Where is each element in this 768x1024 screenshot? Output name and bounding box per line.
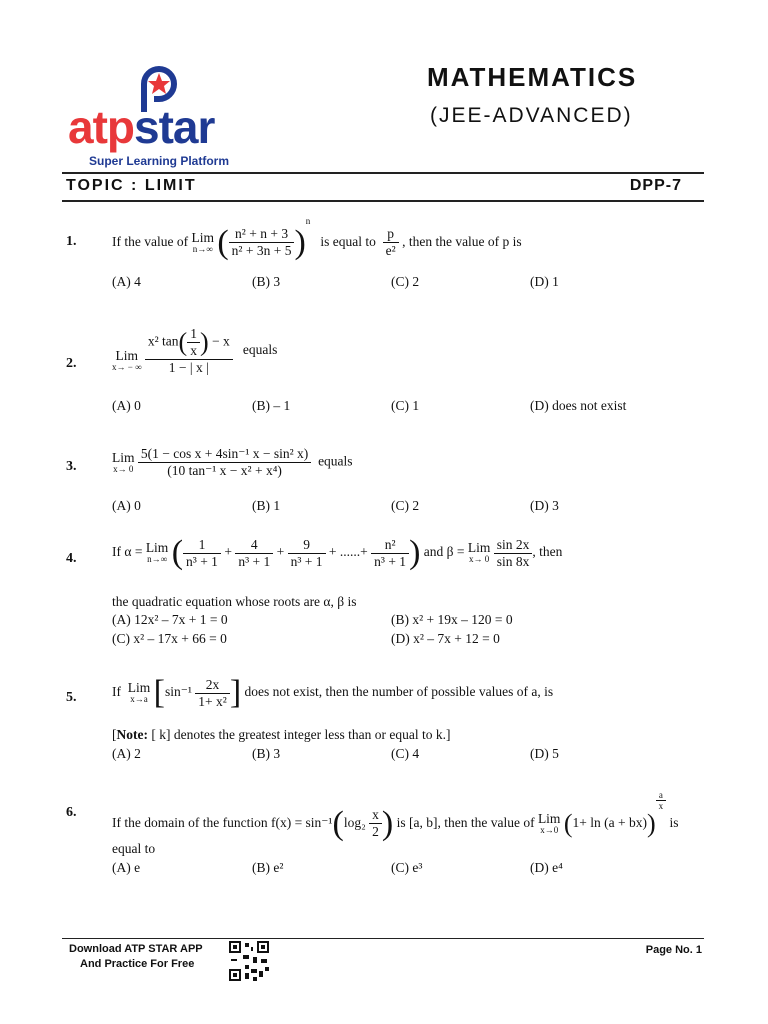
- q6-text-line2: equal to: [112, 841, 156, 856]
- q1-number: 1.: [66, 234, 77, 249]
- q6-number: 6.: [66, 805, 77, 820]
- q3-number: 3.: [66, 459, 77, 474]
- topic-divider: [62, 200, 704, 202]
- q5-option-c: (C) 4: [391, 746, 420, 761]
- q5-number: 5.: [66, 690, 77, 705]
- q4-number: 4.: [66, 551, 77, 566]
- q1-option-d: (D) 1: [530, 274, 559, 289]
- q4-option-d: (D) x² – 7x + 12 = 0: [391, 631, 500, 646]
- q6-option-d: (D) e⁴: [530, 860, 563, 875]
- header-divider: [62, 172, 704, 174]
- brand-tagline: Super Learning Platform: [89, 154, 230, 168]
- q2-option-a: (A) 0: [112, 398, 141, 413]
- q4-option-a: (A) 12x² – 7x + 1 = 0: [112, 612, 228, 627]
- q2-option-c: (C) 1: [391, 398, 420, 413]
- q2-option-d: (D) does not exist: [530, 398, 627, 413]
- topic-label: TOPIC : LIMIT: [66, 177, 197, 194]
- subject-title: MATHEMATICS: [427, 62, 638, 92]
- q2-text: Lim x→ − ∞ x² tan( $\frac{1}{x}$ ) − x 1 − | x | equals: [112, 326, 278, 375]
- footer-divider: [62, 938, 704, 939]
- q5-note: [Note: [ k] denotes the greatest integer less than or equal to k.]: [112, 727, 451, 742]
- q4-text: If α = Lim n→∞ ( $\frac{1}{\text{n³ + 1}}$ + $\frac{4}{\text{n³ + 1}}$ + $\frac{9}{\text{n³ + 1}}$ + ......+ $\frac{\text{n²}}{\text{n³ + 1}}$ ) and β = Lim x→ 0 $\frac{\sin 2x}{\sin 8x}$ , then: [112, 534, 563, 571]
- q3-option-c: (C) 2: [391, 498, 420, 513]
- q1-option-c: (C) 2: [391, 274, 420, 289]
- footer-practice-text: And Practice For Free: [80, 958, 195, 970]
- q1-option-b: (B) 3: [252, 274, 281, 289]
- q1-text: If the value of Lim n→∞ ( $\frac{\text{n² + n + 3}}{\text{n² + 3n + 5}}$ )$^n$ is equal to $\frac{p}{\text{e²}}$ , then the value of p is: [112, 216, 522, 261]
- page-number: Page No. 1: [645, 944, 702, 956]
- q5-option-a: (A) 2: [112, 746, 141, 761]
- q6-option-a: (A) e: [112, 860, 141, 875]
- q3-option-d: (D) 3: [530, 498, 559, 513]
- q2-option-b: (B) – 1: [252, 398, 291, 413]
- dpp-label: DPP-7: [629, 177, 682, 194]
- q3-option-a: (A) 0: [112, 498, 141, 513]
- q4-option-c: (C) x² – 17x + 66 = 0: [112, 631, 227, 646]
- q2-number: 2.: [66, 356, 77, 371]
- exam-title: (JEE-ADVANCED): [430, 104, 633, 127]
- q5-option-b: (B) 3: [252, 746, 281, 761]
- brand-name: atpstar: [68, 101, 215, 153]
- q5-text: If Lim x→a [sin⁻¹ $\frac{2x}{\text{1+ x²}}$ ] does not exist, then the number of possible values of a, is: [112, 674, 554, 711]
- q4-option-b: (B) x² + 19x – 120 = 0: [391, 612, 513, 627]
- q4-text-line2: the quadratic equation whose roots are α, β is: [112, 594, 357, 609]
- q6-text: If the domain of the function f(x) = sin⁻¹(log₂ $\frac{x}{2}$ ) is [a, b], then the value of Lim x→0 (1+ ln (a + bx)) $\frac{a}{x}$ is: [112, 790, 679, 842]
- footer-download-text: Download ATP STAR APP: [69, 943, 203, 955]
- q6-option-b: (B) e²: [252, 860, 284, 875]
- qr-code-icon[interactable]: [229, 941, 269, 981]
- q6-option-c: (C) e³: [391, 860, 423, 875]
- q3-text: Lim x→ 0 $\frac{\text{5(1 − cos x + 4sin⁻¹ x − sin² x)}}{\text{(10 tan⁻¹ x − x² + x⁴)}}$ equals: [112, 446, 353, 478]
- q5-option-d: (D) 5: [530, 746, 559, 761]
- q1-option-a: (A) 4: [112, 274, 141, 289]
- q3-option-b: (B) 1: [252, 498, 281, 513]
